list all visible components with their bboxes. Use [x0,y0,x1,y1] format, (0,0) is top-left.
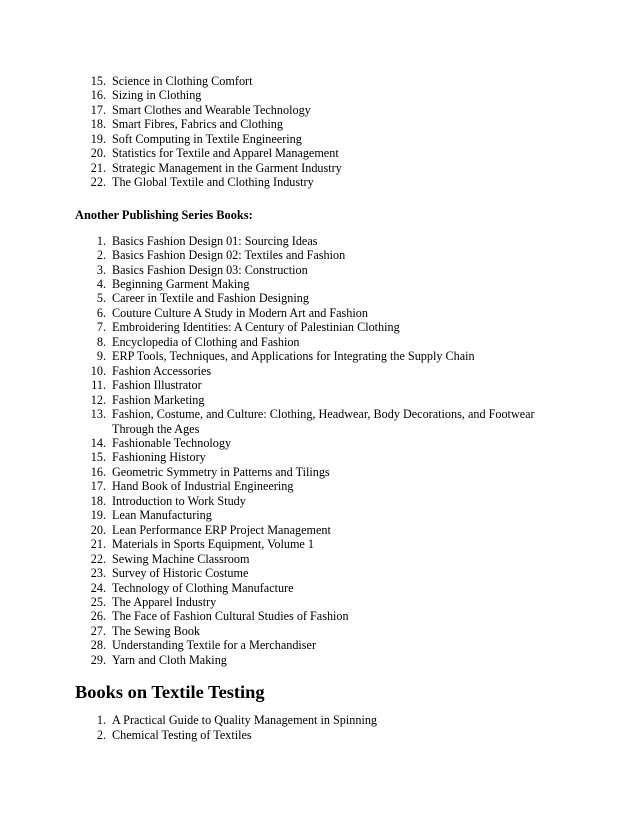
list-item-number: 15. [90,450,106,465]
list-item [76,494,578,508]
list-item-text: Smart Fibres, Fabrics and Clothing [112,117,283,132]
list-item-number: 9. [96,349,106,364]
list-item-number: 6. [96,305,106,320]
list-item-number: 16. [90,464,106,479]
list-item-text: Understanding Textile for a Merchandiser [112,638,317,653]
list-item-text: Lean Performance ERP Project Management [112,522,331,537]
list-item-number: 18. [90,117,106,132]
list-item [76,508,578,522]
list-item [76,161,578,175]
list-item-text: Basics Fashion Design 01: Sourcing Ideas [112,233,318,248]
list-item [76,713,578,727]
list-item [76,537,578,551]
list-item [76,465,578,479]
list-item-text: Yarn and Cloth Making [112,652,227,667]
list-item-text: The Apparel Industry [112,594,217,609]
list-item-number: 27. [90,623,106,638]
list-item [76,523,578,537]
list-item-number: 18. [90,493,106,508]
list-item-number: 26. [90,609,106,624]
list-item-number: 20. [90,522,106,537]
list-item-number: 3. [96,262,106,277]
list-item-text: The Global Textile and Clothing Industry [112,175,314,190]
list-item-text: Career in Textile and Fashion Designing [112,291,309,306]
list-item-number: 17. [90,479,106,494]
list-item-text: Soft Computing in Textile Engineering [112,131,302,146]
list-item-number: 12. [90,392,106,407]
list-item-text: Lean Manufacturing [112,508,212,523]
list-item [76,277,578,291]
list-item-number: 23. [90,566,106,581]
list-item-text: Encyclopedia of Clothing and Fashion [112,334,300,349]
list-item [76,638,578,652]
list-item-number: 7. [96,320,106,335]
list-item [76,132,578,146]
list-item-text: Sizing in Clothing [112,88,202,103]
list-item [76,436,578,450]
list-item [76,175,578,189]
list-item-text: Basics Fashion Design 02: Textiles and Fashion [112,248,346,263]
list-item-text: Fashion Accessories [112,363,212,378]
list-item [76,146,578,160]
list-item [76,291,578,305]
list-item [76,88,578,102]
list-item [76,407,578,436]
list-item-text: Science in Clothing Comfort [112,74,253,88]
list-another-series [76,234,578,668]
list-item [76,364,578,378]
list-item-number: 1. [96,713,106,728]
list-item-number: 11. [91,378,106,393]
list-item-number: 2. [96,727,106,742]
list-item-text: A Practical Guide to Quality Management in Spinning [112,713,378,728]
list-item-number: 22. [90,551,106,566]
section-heading: Books on Textile Testing [75,682,265,703]
list-item-number: 24. [90,580,106,595]
list-item-text: Strategic Management in the Garment Industry [112,160,342,175]
list-item [76,378,578,392]
list-item-text: Hand Book of Industrial Engineering [112,479,294,494]
list-item [76,103,578,117]
list-item-number: 20. [90,146,106,161]
list-item [76,566,578,580]
list-item-text: Sewing Machine Classroom [112,551,250,566]
list-textile-testing [76,713,578,742]
list-item-number: 17. [90,102,106,117]
list-item-number: 4. [96,276,106,291]
list-item-number: 21. [90,537,106,552]
list-item-text: The Sewing Book [112,623,201,638]
list-item-text: Introduction to Work Study [112,493,246,508]
list-item-text: Beginning Garment Making [112,276,250,291]
list-item [76,393,578,407]
list-item-number: 5. [96,291,106,306]
list-item-number: 25. [90,594,106,609]
list-item [76,117,578,131]
list-item [76,728,578,742]
list-item-text: Fashion Marketing [112,392,205,407]
list-item-number: 8. [96,334,106,349]
list-item-number: 10. [90,363,106,378]
list-item-number: 16. [90,88,106,103]
list-item-text: Couture Culture A Study in Modern Art and Fashion [112,305,368,320]
list-item [76,595,578,609]
list-item-text: Survey of Historic Costume [112,566,249,581]
list-item-number: 28. [90,638,106,653]
list-item-text: Fashionable Technology [112,435,232,450]
section-subheading: Another Publishing Series Books: [75,207,253,222]
list-item [76,624,578,638]
list-item-number: 22. [90,175,106,190]
list-item-text: Fashion Illustrator [112,378,202,393]
list-item-number: 13. [90,407,106,422]
list-item [76,349,578,363]
list-item-text: The Face of Fashion Cultural Studies of Fashion [112,609,349,624]
list-item-number: 29. [90,652,106,667]
list-item-text: Technology of Clothing Manufacture [112,580,294,595]
list-item [76,234,578,248]
list-item-text: ERP Tools, Techniques, and Applications for Integrating the Supply Chain [112,349,475,364]
list-item [76,306,578,320]
list-item [76,552,578,566]
list-item [76,581,578,595]
list-item [76,320,578,334]
list-item-text: Basics Fashion Design 03: Construction [112,262,308,277]
list-continued [76,74,578,190]
list-item [76,248,578,262]
list-item-number: 14. [90,435,106,450]
list-item-number: 1. [96,233,106,248]
list-item-text: Fashion, Costume, and Culture: Clothing, Headwear, Body Decorations, and Footwear Through the Ages [112,407,535,436]
list-item [76,653,578,667]
list-item-number: 15. [90,74,106,88]
list-item-text: Geometric Symmetry in Patterns and Tilings [112,464,330,479]
list-item-text: Embroidering Identities: A Century of Palestinian Clothing [112,320,400,335]
list-item-number: 19. [90,508,106,523]
list-item-number: 21. [90,160,106,175]
list-item-text: Materials in Sports Equipment, Volume 1 [112,537,314,552]
list-item-text: Statistics for Textile and Apparel Management [112,146,339,161]
list-item [76,479,578,493]
list-item-number: 2. [96,248,106,263]
list-item [76,74,578,88]
list-item-text: Chemical Testing of Textiles [112,727,252,742]
list-item [76,263,578,277]
list-item [76,335,578,349]
list-item-text: Fashioning History [112,450,206,465]
list-item [76,609,578,623]
list-item [76,450,578,464]
list-item-number: 19. [90,131,106,146]
list-item-text: Smart Clothes and Wearable Technology [112,102,311,117]
